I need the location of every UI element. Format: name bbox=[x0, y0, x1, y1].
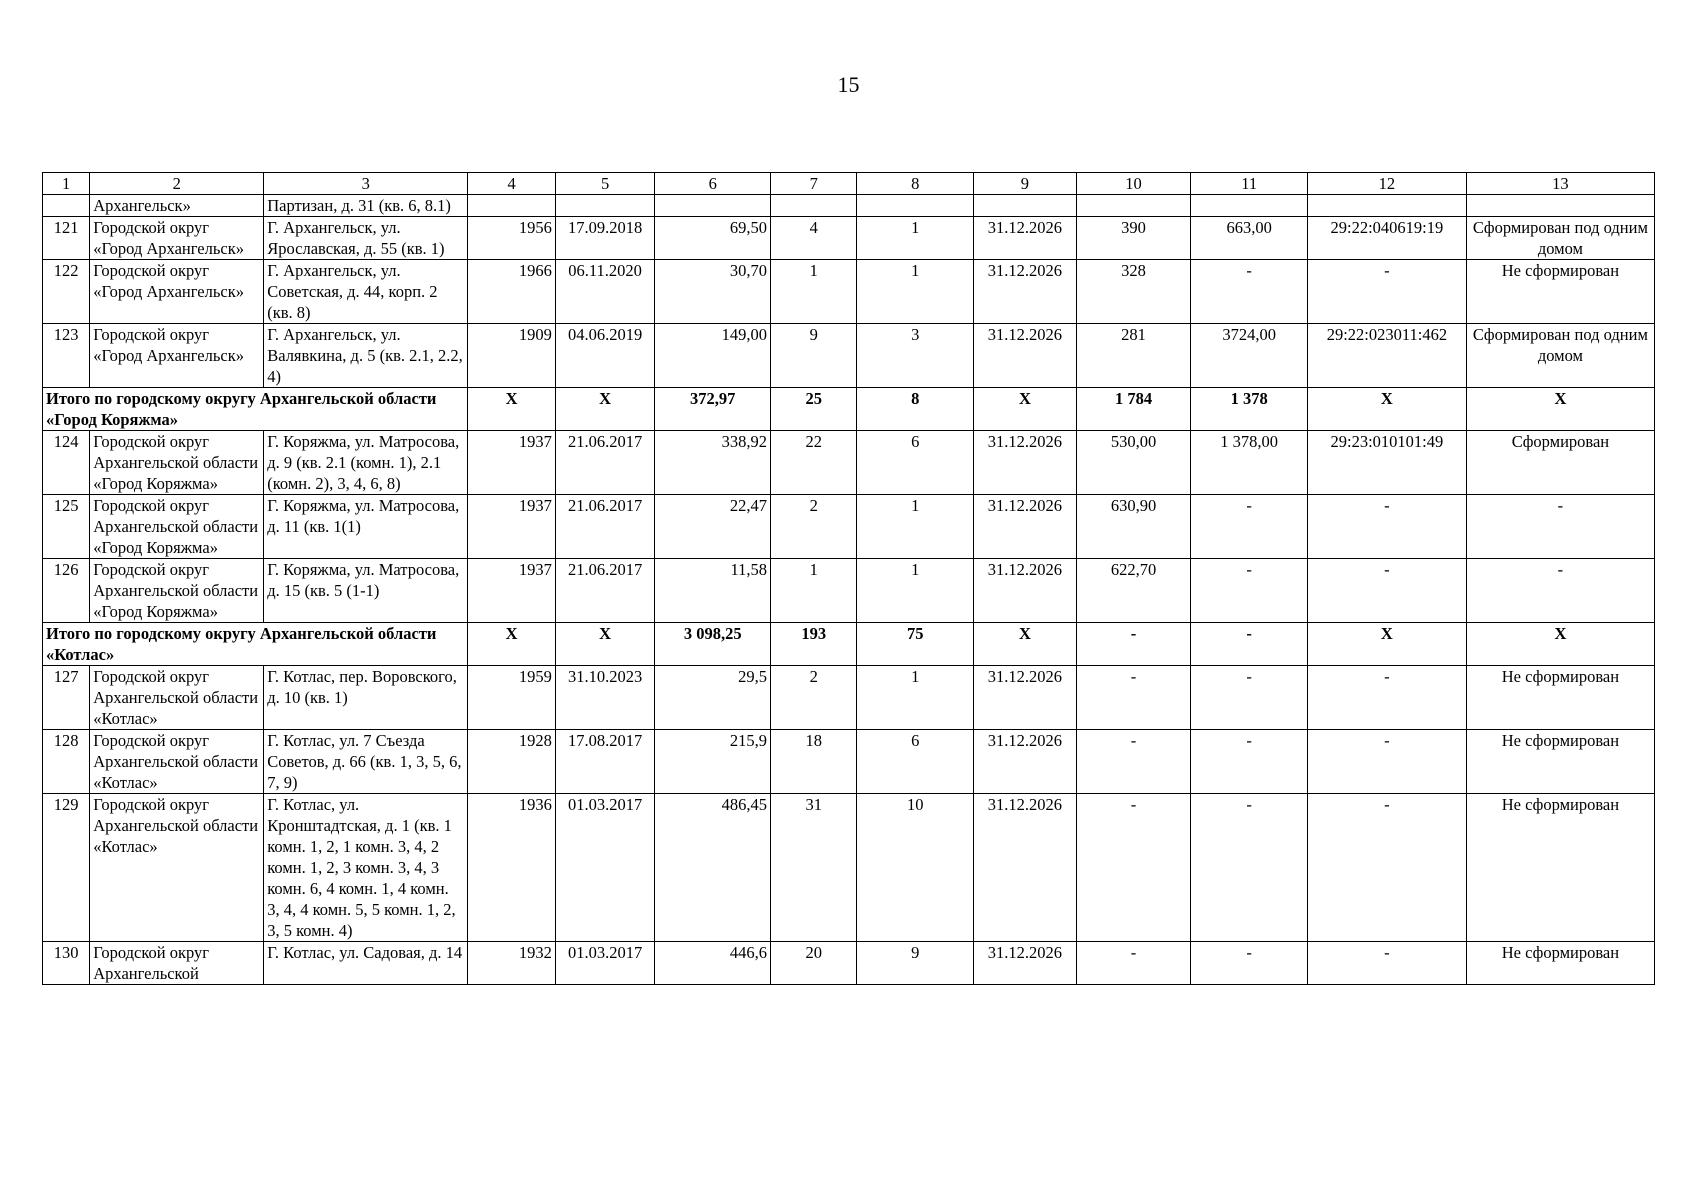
total-row bbox=[43, 388, 1655, 431]
table-cell: - bbox=[1191, 942, 1308, 985]
table-cell: 1 bbox=[771, 559, 857, 623]
table-cell: 121 bbox=[43, 217, 90, 260]
table-cell: 446,6 bbox=[655, 942, 771, 985]
table-cell: Г. Коряжма, ул. Матросова, д. 11 (кв. 1(1) bbox=[264, 495, 468, 559]
table-cell: 1936 bbox=[468, 794, 555, 942]
total-cell: X bbox=[974, 388, 1077, 431]
table-cell: Городской округ Архангельской области «Котлас» bbox=[90, 730, 264, 794]
table-cell: - bbox=[1076, 794, 1191, 942]
table-cell: 1 bbox=[857, 559, 974, 623]
column-header: 11 bbox=[1191, 173, 1308, 195]
table-cell: - bbox=[1307, 730, 1466, 794]
table-cell: - bbox=[1191, 794, 1308, 942]
table-cell: 04.06.2019 bbox=[555, 324, 655, 388]
table-row bbox=[43, 794, 1655, 942]
table-cell bbox=[1307, 195, 1466, 217]
table-cell: - bbox=[1307, 942, 1466, 985]
table-cell: 1 bbox=[857, 495, 974, 559]
table-cell: 1928 bbox=[468, 730, 555, 794]
table-cell: Городской округ Архангельской области «Город Коряжма» bbox=[90, 559, 264, 623]
table-cell: - bbox=[1307, 794, 1466, 942]
total-cell: 372,97 bbox=[655, 388, 771, 431]
table-cell bbox=[43, 195, 90, 217]
table-cell: 215,9 bbox=[655, 730, 771, 794]
table-cell: - bbox=[1466, 495, 1654, 559]
table-cell: 31.12.2026 bbox=[974, 324, 1077, 388]
total-cell: X bbox=[1466, 623, 1654, 666]
table-cell: Не сформирован bbox=[1466, 942, 1654, 985]
total-cell: 1 378 bbox=[1191, 388, 1308, 431]
table-cell: Г. Коряжма, ул. Матросова, д. 9 (кв. 2.1 (комн. 1), 2.1 (комн. 2), 3, 4, 6, 8) bbox=[264, 431, 468, 495]
total-cell: 8 bbox=[857, 388, 974, 431]
table-cell: Сформирован под одним домом bbox=[1466, 324, 1654, 388]
table-cell: 123 bbox=[43, 324, 90, 388]
table-cell: 124 bbox=[43, 431, 90, 495]
table-cell: 17.08.2017 bbox=[555, 730, 655, 794]
table-cell: - bbox=[1466, 559, 1654, 623]
table-row bbox=[43, 431, 1655, 495]
table-cell: 328 bbox=[1076, 260, 1191, 324]
column-header: 6 bbox=[655, 173, 771, 195]
table-cell: 1937 bbox=[468, 559, 555, 623]
table-cell: 31 bbox=[771, 794, 857, 942]
column-header: 3 bbox=[264, 173, 468, 195]
table-cell: - bbox=[1191, 260, 1308, 324]
table-cell: 29:22:040619:19 bbox=[1307, 217, 1466, 260]
table-cell bbox=[771, 195, 857, 217]
table-cell: - bbox=[1307, 666, 1466, 730]
table-cell: 1956 bbox=[468, 217, 555, 260]
table-cell: 3724,00 bbox=[1191, 324, 1308, 388]
table-cell: 31.10.2023 bbox=[555, 666, 655, 730]
table-row bbox=[43, 495, 1655, 559]
table-cell: 127 bbox=[43, 666, 90, 730]
table-cell: Партизан, д. 31 (кв. 6, 8.1) bbox=[264, 195, 468, 217]
table-cell: Не сформирован bbox=[1466, 730, 1654, 794]
table-body bbox=[43, 195, 1655, 985]
table-cell: 1937 bbox=[468, 431, 555, 495]
table-cell: Архангельск» bbox=[90, 195, 264, 217]
table-cell bbox=[468, 195, 555, 217]
table-cell: Сформирован bbox=[1466, 431, 1654, 495]
table-cell bbox=[1466, 195, 1654, 217]
table-cell: 31.12.2026 bbox=[974, 495, 1077, 559]
table-cell: Городской округ «Город Архангельск» bbox=[90, 324, 264, 388]
table-cell: 3 bbox=[857, 324, 974, 388]
total-cell: X bbox=[974, 623, 1077, 666]
table-cell: Городской округ Архангельской области «Город Коряжма» bbox=[90, 431, 264, 495]
table-cell: 390 bbox=[1076, 217, 1191, 260]
table-cell: 22,47 bbox=[655, 495, 771, 559]
table-cell: 1937 bbox=[468, 495, 555, 559]
total-cell: X bbox=[1466, 388, 1654, 431]
table-cell: 6 bbox=[857, 431, 974, 495]
table-cell: 125 bbox=[43, 495, 90, 559]
table-cell: - bbox=[1191, 666, 1308, 730]
table-cell: Сформирован под одним домом bbox=[1466, 217, 1654, 260]
table-cell: 2 bbox=[771, 666, 857, 730]
table-cell: - bbox=[1076, 666, 1191, 730]
table-cell: 129 bbox=[43, 794, 90, 942]
total-cell: X bbox=[1307, 623, 1466, 666]
table-cell: Городской округ Архангельской области «Котлас» bbox=[90, 666, 264, 730]
table-cell: 29,5 bbox=[655, 666, 771, 730]
table-cell: 338,92 bbox=[655, 431, 771, 495]
table-cell: Г. Котлас, ул. 7 Съезда Советов, д. 66 (кв. 1, 3, 5, 6, 7, 9) bbox=[264, 730, 468, 794]
table-cell: 126 bbox=[43, 559, 90, 623]
table-cell: 20 bbox=[771, 942, 857, 985]
table-cell: 630,90 bbox=[1076, 495, 1191, 559]
column-header: 2 bbox=[90, 173, 264, 195]
table-cell: 9 bbox=[771, 324, 857, 388]
table-cell: 130 bbox=[43, 942, 90, 985]
table-cell: 486,45 bbox=[655, 794, 771, 942]
column-header: 4 bbox=[468, 173, 555, 195]
table-cell: Г. Котлас, ул. Кронштадтская, д. 1 (кв. 1 комн. 1, 2, 1 комн. 3, 4, 2 комн. 1, 2, 3 комн. 3, 4, 3 комн. 6, 4 комн. 1, 4 комн. 3, 4, 4 комн. 5, 5 комн. 1, 2, 3, 5 комн. 4) bbox=[264, 794, 468, 942]
table-cell: 1932 bbox=[468, 942, 555, 985]
table-cell: Г. Архангельск, ул. Валявкина, д. 5 (кв. 2.1, 2.2, 4) bbox=[264, 324, 468, 388]
table-cell: 31.12.2026 bbox=[974, 730, 1077, 794]
table-cell: - bbox=[1076, 942, 1191, 985]
table-cell: - bbox=[1191, 559, 1308, 623]
table-cell: 69,50 bbox=[655, 217, 771, 260]
table-cell: - bbox=[1307, 495, 1466, 559]
table-cell: 128 bbox=[43, 730, 90, 794]
column-header: 7 bbox=[771, 173, 857, 195]
data-table bbox=[42, 172, 1655, 985]
table-cell: - bbox=[1307, 559, 1466, 623]
table-cell: 6 bbox=[857, 730, 974, 794]
table-cell: 31.12.2026 bbox=[974, 217, 1077, 260]
total-cell: X bbox=[555, 623, 655, 666]
table-cell: 21.06.2017 bbox=[555, 495, 655, 559]
table-cell: 31.12.2026 bbox=[974, 942, 1077, 985]
table-cell: 31.12.2026 bbox=[974, 794, 1077, 942]
table-cell: - bbox=[1307, 260, 1466, 324]
column-header: 12 bbox=[1307, 173, 1466, 195]
table-cell: - bbox=[1191, 495, 1308, 559]
table-cell: 22 bbox=[771, 431, 857, 495]
table-cell: 663,00 bbox=[1191, 217, 1308, 260]
table-row bbox=[43, 260, 1655, 324]
table-cell: 1909 bbox=[468, 324, 555, 388]
table-cell: Городской округ Архангельской bbox=[90, 942, 264, 985]
table-cell bbox=[974, 195, 1077, 217]
table-cell: 31.12.2026 bbox=[974, 260, 1077, 324]
table-cell: 2 bbox=[771, 495, 857, 559]
column-header: 10 bbox=[1076, 173, 1191, 195]
table-cell: Г. Архангельск, ул. Советская, д. 44, корп. 2 (кв. 8) bbox=[264, 260, 468, 324]
table-cell bbox=[555, 195, 655, 217]
table-cell: 11,58 bbox=[655, 559, 771, 623]
table-cell: 21.06.2017 bbox=[555, 559, 655, 623]
table-cell: 9 bbox=[857, 942, 974, 985]
table-cell: 1 bbox=[857, 260, 974, 324]
column-header: 5 bbox=[555, 173, 655, 195]
table-cell: 10 bbox=[857, 794, 974, 942]
column-header: 8 bbox=[857, 173, 974, 195]
total-cell: 75 bbox=[857, 623, 974, 666]
table-cell: Не сформирован bbox=[1466, 260, 1654, 324]
table-header bbox=[43, 173, 1655, 195]
total-cell: 1 784 bbox=[1076, 388, 1191, 431]
total-cell: - bbox=[1191, 623, 1308, 666]
table-cell bbox=[857, 195, 974, 217]
table-cell: 1966 bbox=[468, 260, 555, 324]
total-cell: - bbox=[1076, 623, 1191, 666]
total-cell: 193 bbox=[771, 623, 857, 666]
table-cell: 21.06.2017 bbox=[555, 431, 655, 495]
table-row bbox=[43, 730, 1655, 794]
table-cell bbox=[1076, 195, 1191, 217]
total-cell: 3 098,25 bbox=[655, 623, 771, 666]
table-cell: 06.11.2020 bbox=[555, 260, 655, 324]
table-row bbox=[43, 942, 1655, 985]
table-cell: 1959 bbox=[468, 666, 555, 730]
table-cell: Городской округ «Город Архангельск» bbox=[90, 260, 264, 324]
total-cell: X bbox=[1307, 388, 1466, 431]
table-cell: 1 bbox=[857, 217, 974, 260]
table-cell bbox=[655, 195, 771, 217]
column-header: 13 bbox=[1466, 173, 1654, 195]
table-cell: Г. Коряжма, ул. Матросова, д. 15 (кв. 5 (1-1) bbox=[264, 559, 468, 623]
table-cell: 31.12.2026 bbox=[974, 559, 1077, 623]
table-cell: 1 bbox=[771, 260, 857, 324]
table-cell: 30,70 bbox=[655, 260, 771, 324]
table-cell: 4 bbox=[771, 217, 857, 260]
table-row bbox=[43, 559, 1655, 623]
table-cell: 122 bbox=[43, 260, 90, 324]
table-cell: 1 bbox=[857, 666, 974, 730]
table-cell: Не сформирован bbox=[1466, 794, 1654, 942]
page-number: 15 bbox=[837, 72, 860, 97]
table-row bbox=[43, 324, 1655, 388]
table-cell: 29:22:023011:462 bbox=[1307, 324, 1466, 388]
total-cell: 25 bbox=[771, 388, 857, 431]
total-cell: X bbox=[468, 388, 555, 431]
table-cell: 1 378,00 bbox=[1191, 431, 1308, 495]
table-cell: Г. Котлас, ул. Садовая, д. 14 bbox=[264, 942, 468, 985]
table-cell: 31.12.2026 bbox=[974, 666, 1077, 730]
table-cell: 18 bbox=[771, 730, 857, 794]
table-cell bbox=[1191, 195, 1308, 217]
table-cell: Г. Архангельск, ул. Ярославская, д. 55 (кв. 1) bbox=[264, 217, 468, 260]
total-cell: X bbox=[555, 388, 655, 431]
table-cell: 17.09.2018 bbox=[555, 217, 655, 260]
table-cell: Городской округ Архангельской области «Котлас» bbox=[90, 794, 264, 942]
column-header: 1 bbox=[43, 173, 90, 195]
table-cell: 530,00 bbox=[1076, 431, 1191, 495]
table-cell: 281 bbox=[1076, 324, 1191, 388]
table-cell: 01.03.2017 bbox=[555, 794, 655, 942]
table-cell: 29:23:010101:49 bbox=[1307, 431, 1466, 495]
table-row bbox=[43, 217, 1655, 260]
total-label: Итого по городскому округу Архангельской области «Котлас» bbox=[43, 623, 468, 666]
total-label: Итого по городскому округу Архангельской области «Город Коряжма» bbox=[43, 388, 468, 431]
table-cell: Г. Котлас, пер. Воровского, д. 10 (кв. 1) bbox=[264, 666, 468, 730]
table-cell: 31.12.2026 bbox=[974, 431, 1077, 495]
table-cell: Городской округ «Город Архангельск» bbox=[90, 217, 264, 260]
table-cell: 149,00 bbox=[655, 324, 771, 388]
total-cell: X bbox=[468, 623, 555, 666]
total-row bbox=[43, 623, 1655, 666]
table-cell: Не сформирован bbox=[1466, 666, 1654, 730]
column-header: 9 bbox=[974, 173, 1077, 195]
table-cell: - bbox=[1191, 730, 1308, 794]
table-cell: 622,70 bbox=[1076, 559, 1191, 623]
table-row bbox=[43, 666, 1655, 730]
table-row bbox=[43, 195, 1655, 217]
table-cell: 01.03.2017 bbox=[555, 942, 655, 985]
table-cell: - bbox=[1076, 730, 1191, 794]
table-cell: Городской округ Архангельской области «Город Коряжма» bbox=[90, 495, 264, 559]
